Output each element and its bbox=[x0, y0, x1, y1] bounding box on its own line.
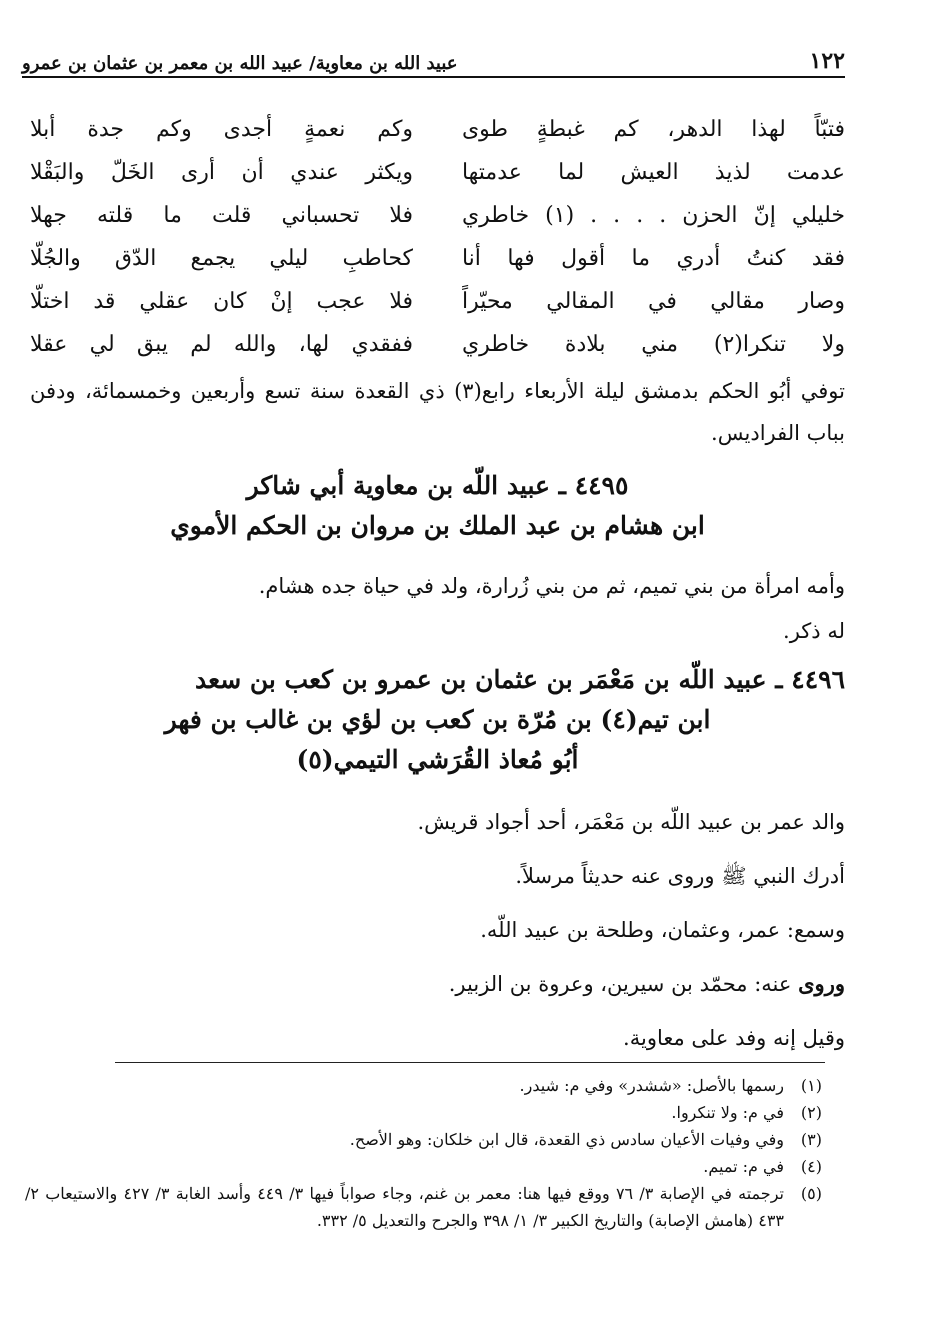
rawa-label: وروى bbox=[798, 971, 845, 996]
footnotes bbox=[25, 1072, 822, 1234]
entry-4495-title-line1: ٤٤٩٥ ـ عبيد اللّه بن معاوية أبي شاكر bbox=[246, 471, 629, 500]
verse-first-hemistich: عدمت لذيذ العيش لما عدمتها bbox=[461, 160, 845, 185]
verse-second-hemistich: فلا عجب إنْ كان عقلي قد اختلّا bbox=[30, 289, 414, 314]
poem bbox=[30, 108, 845, 366]
verse-first-hemistich: فتبّاً لهذا الدهر، كم غبطةٍ طوى bbox=[461, 117, 845, 142]
verse-second-hemistich: كحاطبِ ليلي يجمع الدّق والجُلّا bbox=[30, 246, 414, 271]
entry-4496-line: والد عمر بن عبيد اللّه بن مَعْمَر، أحد أجواد قريش. bbox=[417, 810, 845, 834]
entry-4496-title-line1: ٤٤٩٦ ـ عبيد اللّه بن مَعْمَر بن عثمان بن عمرو بن كعب بن سعد bbox=[195, 665, 845, 694]
verse-first-hemistich: ولا تنكرا(٢) مني بلادة خاطري bbox=[461, 332, 845, 357]
entry-4495-title-line2: ابن هشام بن عبد الملك بن مروان بن الحكم الأموي bbox=[170, 511, 705, 540]
footnote-text: في م: تميم. bbox=[703, 1157, 784, 1176]
verse-first-hemistich: وصار مقالي في المقالي محيّراً bbox=[461, 289, 845, 314]
footnote-text: في م: ولا تنكروا. bbox=[671, 1103, 784, 1122]
footnote bbox=[25, 1180, 822, 1234]
entry-4496-body bbox=[30, 795, 845, 1065]
footnote-number: (٢) bbox=[800, 1103, 822, 1122]
poem-verse bbox=[30, 237, 845, 280]
entry-4496-line: وقيل إنه وفد على معاوية. bbox=[623, 1026, 845, 1050]
footnote-number: (٥) bbox=[800, 1184, 822, 1203]
footnote-text: رسمها بالأصل: «ششدر» وفي م: شيدر. bbox=[519, 1076, 784, 1095]
footnote-text: وفي وفيات الأعيان سادس ذي القعدة، قال ابن خلكان: وهو الأصح. bbox=[349, 1130, 784, 1149]
verse-second-hemistich: ويكثر عندي أن أرى الخَلّ والبَقْلا bbox=[30, 160, 414, 185]
entry-4496-title-line2: ابن تيم(٤) بن مُرّة بن كعب بن لؤي بن غالب بن فهر bbox=[164, 705, 711, 734]
entry-4496-line: وسمع: عمر، وعثمان، وطلحة بن عبيد اللّه. bbox=[480, 918, 845, 942]
poem-verse bbox=[30, 151, 845, 194]
entry-4496-heading bbox=[30, 660, 845, 780]
footnote bbox=[25, 1126, 822, 1153]
footnote bbox=[25, 1099, 822, 1126]
poem-verse bbox=[30, 280, 845, 323]
verse-second-hemistich: وكم نعمةٍ أجدى وكم جدة أبلا bbox=[30, 117, 414, 142]
verse-first-hemistich: خليلي إنّ الحزن . . . . (١) خاطري bbox=[461, 203, 845, 228]
poem-verse bbox=[30, 323, 845, 366]
verse-second-hemistich: فلا تحسباني قلت ما قلته جهلا bbox=[30, 203, 414, 228]
death-note-paragraph: توفي أبُو الحكم بدمشق ليلة الأربعاء رابع(٣) ذي القعدة سنة تسع وأربعين وخمسمائة، ودفن بباب الفراديس. bbox=[30, 379, 845, 445]
footnote-separator bbox=[115, 1062, 825, 1063]
footnote bbox=[25, 1153, 822, 1180]
footnote-text: ترجمته في الإصابة ٣/ ٧٦ ووقع فيها هنا: معمر بن غنم، وجاء صواباً فيها ٣/ ٤٤٩ وأسد الغابة ٣/ ٤٢٧ والاستيعاب ٢/ ٤٣٣ (هامش الإصابة) والتاريخ الكبير ٣/ ١/ ٣٩٨ والجرح والتعديل ٥/ ٣٣٢. bbox=[25, 1184, 784, 1230]
entry-4495-heading bbox=[30, 466, 845, 546]
verse-first-hemistich: فقد كنتُ أدري ما أقول فها أنا bbox=[461, 246, 845, 271]
footnote bbox=[25, 1072, 822, 1099]
entry-4496-title-line3: أبُو مُعاذ القُرَشي التيمي(٥) bbox=[296, 745, 579, 774]
footnote-number: (٤) bbox=[800, 1157, 822, 1176]
footnote-number: (١) bbox=[800, 1076, 822, 1095]
entry-4495-body: وأمه امرأة من بني تميم، ثم من بني زُرارة، ولد في حياة جده هشام. bbox=[258, 574, 845, 598]
poem-verse bbox=[30, 108, 845, 151]
page-header bbox=[22, 38, 845, 78]
entry-4495-note: له ذكر. bbox=[783, 619, 845, 643]
footnote-number: (٣) bbox=[800, 1130, 822, 1149]
rawa-text: عنه: محمّد بن سيرين، وعروة بن الزبير. bbox=[448, 972, 792, 996]
running-title: عبيد الله بن معاوية/ عبيد الله بن معمر بن عثمان بن عمرو bbox=[22, 53, 458, 74]
entry-4496-line bbox=[30, 957, 845, 1011]
poem-verse bbox=[30, 194, 845, 237]
verse-second-hemistich: ففقدي لها، والله لم يبق لي عقلا bbox=[30, 332, 414, 357]
entry-4496-line: أدرك النبي ﷺ وروى عنه حديثاً مرسلاً. bbox=[515, 864, 845, 888]
page-number: ١٢٢ bbox=[809, 48, 845, 74]
